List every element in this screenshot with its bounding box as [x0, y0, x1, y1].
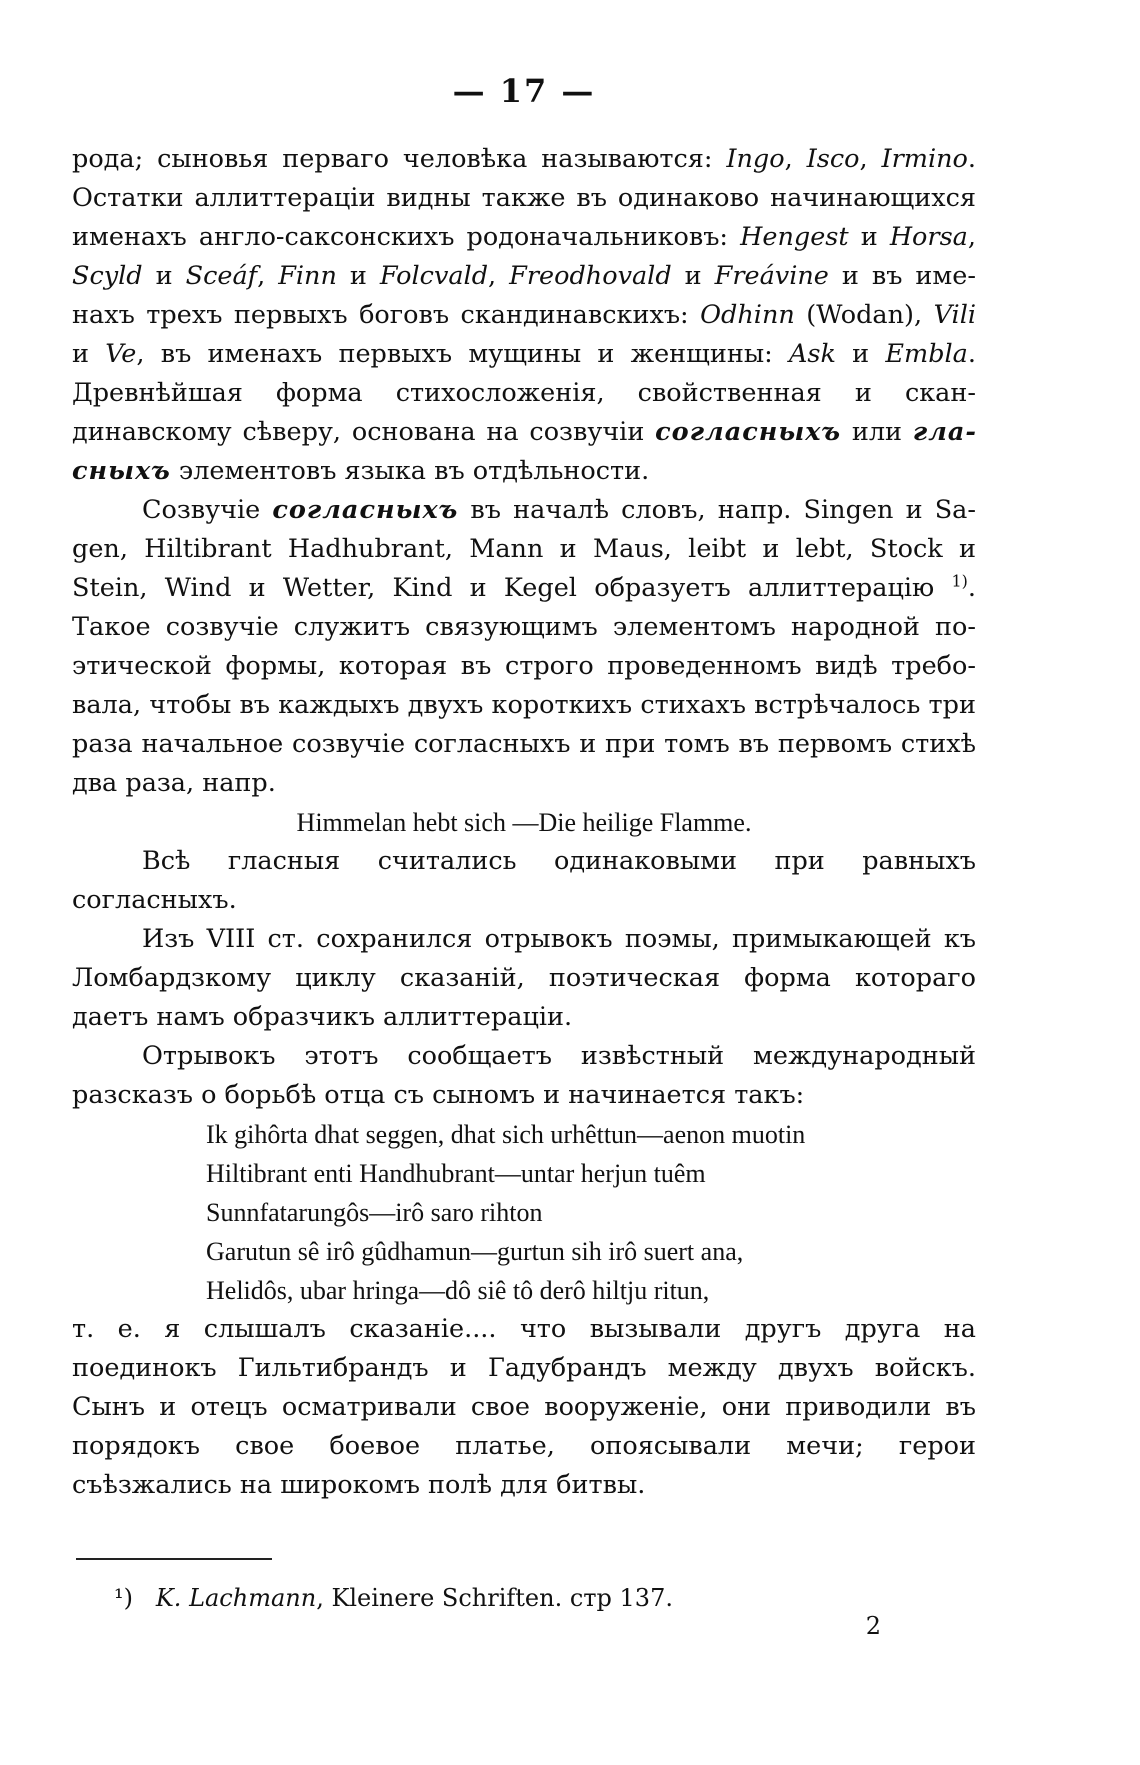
verse-line: Helidôs, ubar hringa—dô siê tô derô hiltju ritun,	[206, 1276, 710, 1305]
text-run: ,	[967, 222, 976, 252]
verse-line: Garutun sê irô gûdhamun—gurtun sih irô suert ana,	[206, 1237, 744, 1266]
hildebrandslied-verse	[72, 1115, 976, 1310]
text-run: ,	[859, 144, 882, 174]
paragraph-4: Изъ VIII ст. сохранился отрывокъ поэмы, примыкающей къ Ломбардзкому циклу сказаній, поэтическая форма котораго даетъ намъ образчикъ аллиттераціи.	[72, 924, 976, 1032]
verse-line: Hiltibrant enti Handhubrant—untar herjun tuêm	[206, 1159, 706, 1188]
name-scyld: Scyld	[72, 261, 143, 291]
text-run: . Древнѣйшая форма стихосложенія, свойственная и скандинавскому сѣверу, основана на созвучіи	[72, 339, 976, 447]
verse-example: Himmelan hebt sich —Die heilige Flamme.	[296, 808, 752, 837]
name-isco: Isco	[806, 144, 860, 174]
text-run: и	[671, 261, 715, 291]
paragraph-5: Отрывокъ этотъ сообщаетъ извѣстный международный разсказъ о борьбѣ отца съ сыномъ и начинается такъ:	[72, 1041, 976, 1110]
footnote-source: , Kleinere Schriften. стр 137.	[316, 1584, 673, 1612]
text-run: элементовъ языка въ отдѣльности.	[170, 456, 650, 486]
name-embla: Embla	[885, 339, 968, 369]
verse-line: Sunnfatarungôs—irô saro rihton	[206, 1198, 543, 1227]
text-run: и	[835, 339, 886, 369]
name-finn: Finn	[278, 261, 337, 291]
name-hengest: Hengest	[740, 222, 849, 252]
name-folcvald: Folcvald	[379, 261, 489, 291]
signature-mark: 2	[865, 1612, 881, 1640]
footnote-reference[interactable]: 1)	[951, 571, 968, 591]
text-run: Созвучіе	[142, 495, 273, 525]
name-odhinn: Odhinn	[700, 300, 795, 330]
name-freodhovald: Freodhovald	[509, 261, 672, 291]
text-run: или	[841, 417, 913, 447]
book-page	[72, 0, 976, 1765]
name-ask: Ask	[788, 339, 836, 369]
paragraph-1	[72, 140, 976, 491]
name-freavine: Freávine	[714, 261, 829, 291]
text-run: , въ именахъ первыхъ мущины и женщины:	[136, 339, 789, 369]
name-horsa: Horsa	[889, 222, 968, 252]
name-ingo: Ingo	[726, 144, 785, 174]
text-run: ,	[488, 261, 510, 291]
text-run: (Wodan),	[794, 300, 934, 330]
text-run: и	[336, 261, 380, 291]
paragraph-3: Всѣ гласныя считались одинаковыми при равныхъ согласныхъ.	[72, 846, 976, 915]
footnote-author: K. Lachmann	[155, 1584, 317, 1612]
text-run: рода; сыновья перваго человѣка называются:	[72, 144, 727, 174]
footnote-divider	[76, 1558, 272, 1560]
emphasis-soglasnykh: согласныхъ	[655, 417, 842, 447]
name-sceaf: Sceáf	[185, 261, 258, 291]
text-run: ,	[784, 144, 807, 174]
name-vili: Vili	[933, 300, 977, 330]
text-run: ,	[257, 261, 279, 291]
text-run: и	[72, 339, 106, 369]
page-number: — 17 —	[452, 72, 596, 110]
text-run: и	[848, 222, 890, 252]
footnote	[114, 1582, 673, 1614]
text-run: . Остатки аллиттераціи видны также въ одинаково начинающихся именахъ англо-саксонскихъ родоначальниковъ:	[72, 144, 976, 252]
text-run: и въ именахъ трехъ первыхъ боговъ скандинавскихъ:	[72, 261, 976, 330]
page-body	[72, 140, 976, 1505]
name-ve: Ve	[105, 339, 137, 369]
text-run: и	[142, 261, 186, 291]
paragraph-2	[72, 491, 976, 803]
emphasis-soglasnykh: согласныхъ	[272, 495, 459, 525]
paragraph-6: т. е. я слышалъ сказаніе.... что вызывали другъ друга на поединокъ Гильтибрандъ и Гадубрандъ между двухъ войскъ. Сынъ и отецъ осматривали свое вооруженіе, они приводили въ порядокъ свое боевое платье, опоясывали мечи; герои съѣзжались на широкомъ полѣ для битвы.	[72, 1314, 976, 1500]
name-irmino: Irmino	[881, 144, 968, 174]
text-run: въ началѣ словъ, напр. Singen и Sagen, Hiltibrant Hadhubrant, Mann и Maus, leibt и lebt, Stock и Stein, Wind и Wetter, Kind и Kegel образуетъ аллиттерацію	[72, 495, 977, 603]
text-run: . Такое созвучіе служитъ связующимъ элементомъ народной поэтической формы, которая въ строго проведенномъ видѣ требовала, чтобы въ каждыхъ двухъ короткихъ стихахъ встрѣчалось три раза начальное созвучіе согласныхъ и при томъ въ первомъ стихѣ два раза, напр.	[72, 573, 976, 798]
footnote-mark: ¹)	[114, 1584, 133, 1612]
verse-line: Ik gihôrta dhat seggen, dhat sich urhêttun—aenon muotin	[206, 1120, 806, 1149]
emphasis-glasnykh: гласныхъ	[72, 417, 976, 486]
